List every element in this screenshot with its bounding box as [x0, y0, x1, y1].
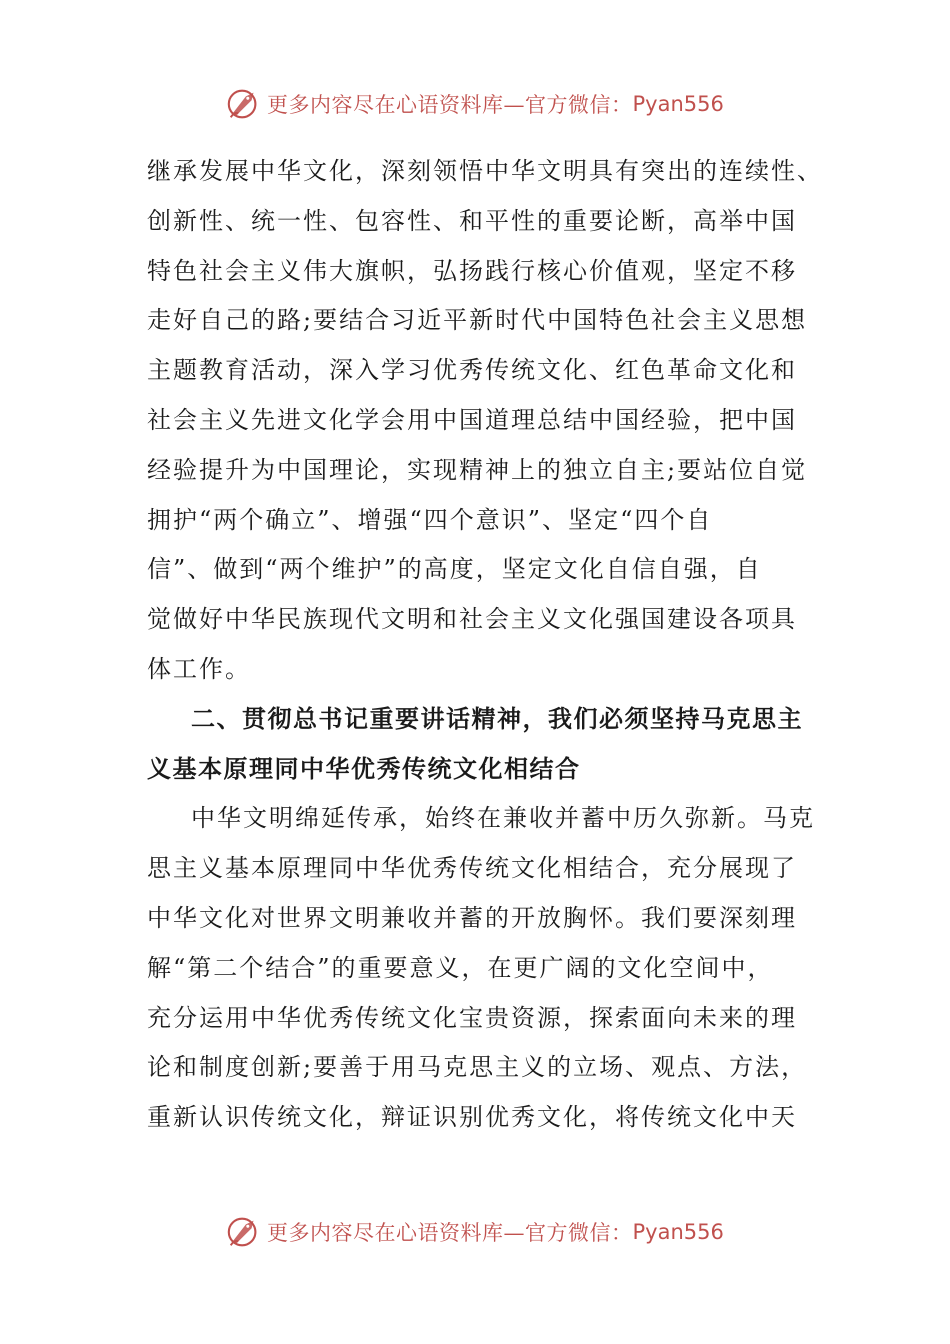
text-line: 重新认识传统文化，辩证识别优秀文化，将传统文化中天 — [147, 1103, 797, 1132]
watermark-wechat-id: Pyan556 — [632, 1220, 724, 1244]
header-watermark — [225, 84, 724, 124]
heading-line: 义基本原理同中华优秀传统文化相结合 — [147, 754, 581, 783]
pen-nib-logo-icon — [225, 1213, 263, 1251]
footer-watermark — [225, 1212, 724, 1252]
text-line: 走好自己的路;要结合习近平新时代中国特色社会主义思想 — [147, 306, 808, 335]
text-line: 特色社会主义伟大旗帜，弘扬践行核心价值观，坚定不移 — [147, 256, 797, 285]
text-line: 思主义基本原理同中华优秀传统文化相结合，充分展现了 — [147, 854, 797, 883]
watermark-text: 更多内容尽在心语资料库—官方微信： — [267, 1221, 633, 1245]
heading-line: 二、贯彻总书记重要讲话精神，我们必须坚持马克思主 — [191, 704, 803, 733]
watermark-wechat-id: Pyan556 — [632, 92, 724, 116]
text-line: 拥护“两个确立”、增强“四个意识”、坚定“四个自 — [147, 505, 713, 534]
paragraph-continuation — [147, 147, 823, 695]
section-heading — [147, 695, 807, 795]
text-line: 创新性、统一性、包容性、和平性的重要论断，高举中国 — [147, 206, 797, 235]
text-line: 解“第二个结合”的重要意义，在更广阔的文化空间中， — [147, 953, 774, 982]
text-line: 信”、做到“两个维护”的高度，坚定文化自信自强，自 — [147, 555, 762, 584]
text-line: 觉做好中华民族现代文明和社会主义文化强国建设各项具 — [147, 605, 797, 634]
text-line: 继承发展中华文化，深刻领悟中华文明具有突出的连续性、 — [147, 157, 823, 185]
text-line: 主题教育活动，深入学习优秀传统文化、红色革命文化和 — [147, 356, 797, 385]
document-body — [147, 147, 823, 1143]
watermark-text: 更多内容尽在心语资料库—官方微信： — [267, 93, 633, 117]
pen-nib-logo-icon — [225, 85, 263, 123]
text-line: 经验提升为中国理论，实现精神上的独立自主;要站位自觉 — [147, 455, 808, 484]
text-line: 中华文明绵延传承，始终在兼收并蓄中历久弥新。马克 — [191, 804, 815, 833]
text-line: 充分运用中华优秀传统文化宝贵资源，探索面向未来的理 — [147, 1003, 797, 1032]
text-line: 中华文化对世界文明兼收并蓄的开放胸怀。我们要深刻理 — [147, 903, 797, 932]
text-line: 论和制度创新;要善于用马克思主义的立场、观点、方法， — [147, 1053, 808, 1082]
paragraph-section-2 — [147, 794, 815, 1143]
text-line: 社会主义先进文化学会用中国道理总结中国经验，把中国 — [147, 405, 797, 434]
text-line: 体工作。 — [147, 654, 251, 683]
